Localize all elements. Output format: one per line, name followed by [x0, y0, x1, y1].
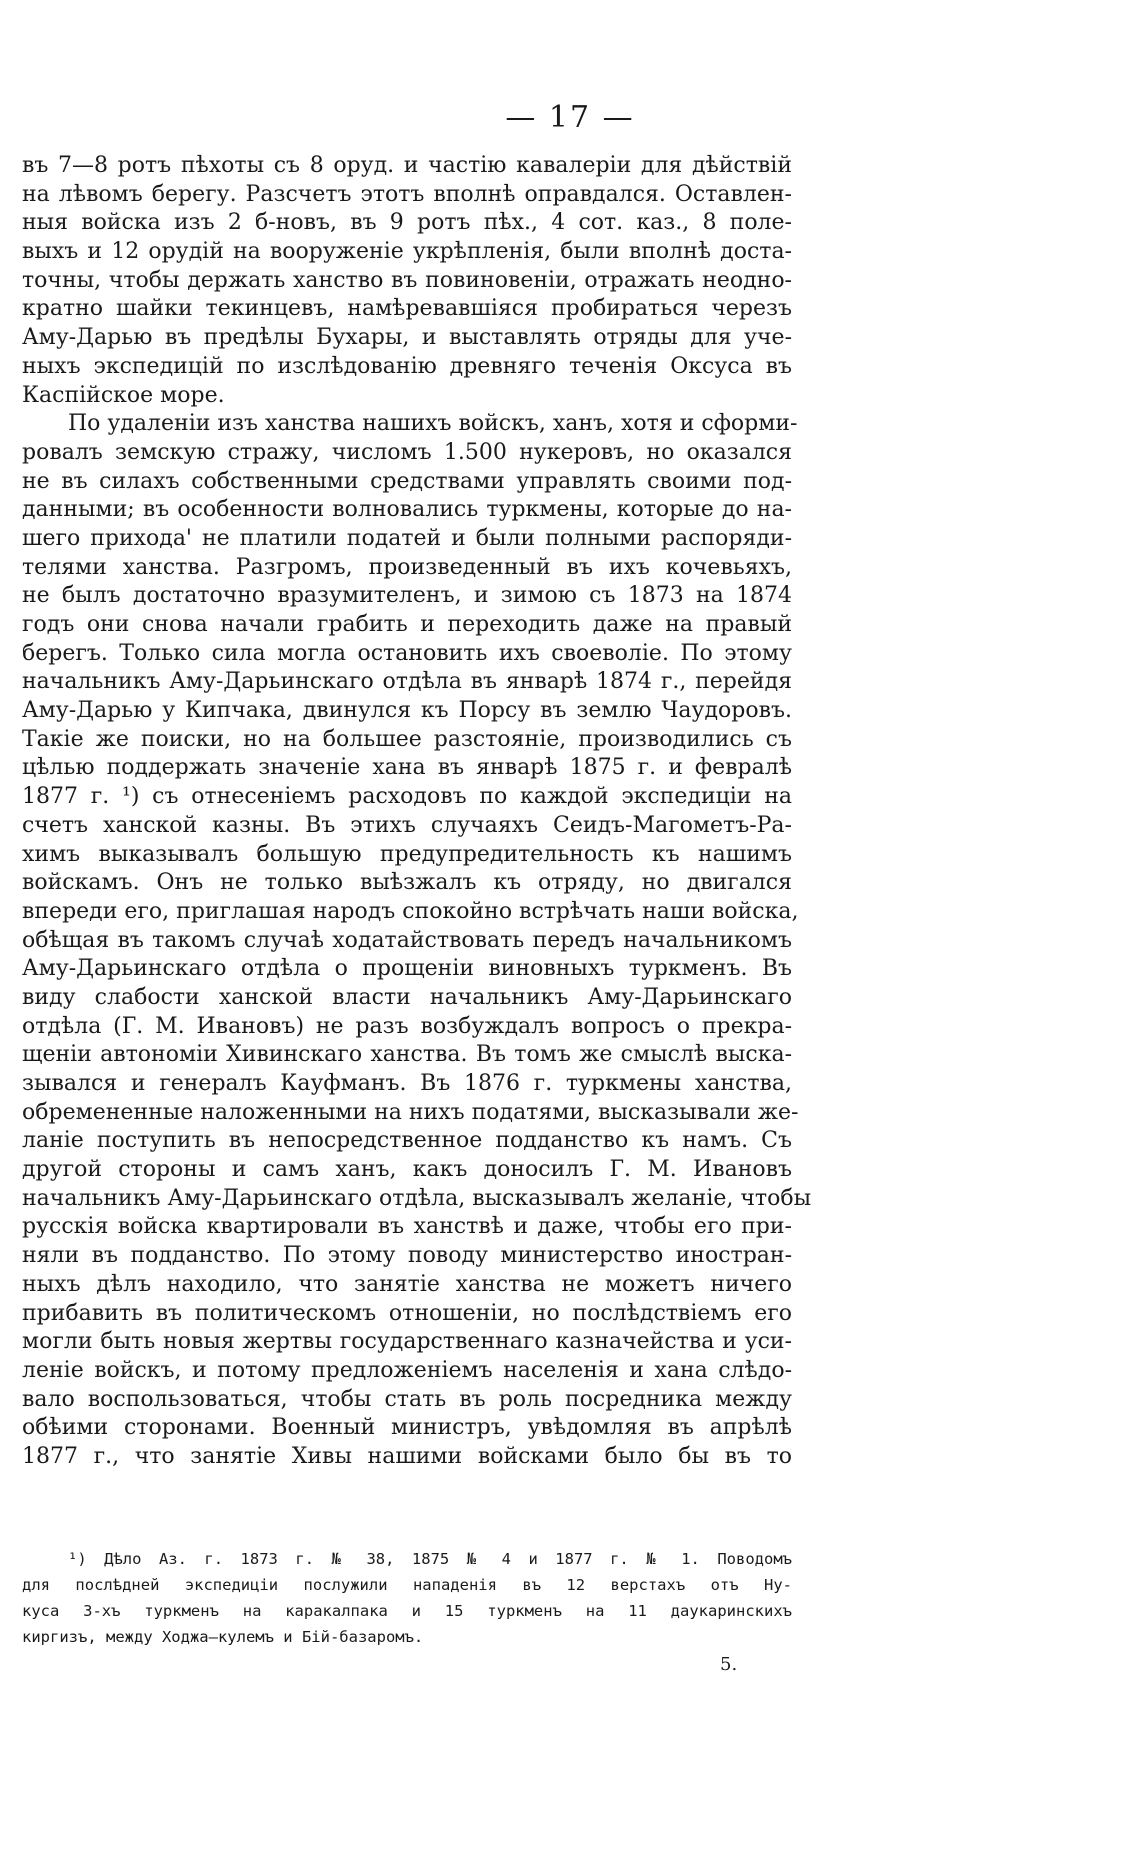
footnotes: [22, 1546, 792, 1650]
text-line: выхъ и 12 орудій на вооруженіе укрѣпленія, были вполнѣ доста-: [22, 239, 792, 265]
text-line: телями ханства. Разгромъ, произведенный въ ихъ кочевьяхъ,: [22, 554, 792, 580]
footnote-line: куса 3-хъ туркменъ на каракалпака и 15 туркменъ на 11 даукаринскихъ: [22, 1602, 792, 1620]
text-line: обѣими сторонами. Военный министръ, увѣдомляя въ апрѣлѣ: [22, 1415, 792, 1441]
text-line: Аму-Дарьинскаго отдѣла о прощеніи виновныхъ туркменъ. Въ: [22, 956, 792, 982]
footnote-line: ¹) Дѣло Аз. г. 1873 г. № 38, 1875 № 4 и 1877 г. № 1. Поводомъ: [68, 1550, 792, 1568]
text-line: счетъ ханской казны. Въ этихъ случаяхъ Сеидъ-Магометъ-Ра-: [22, 812, 792, 838]
text-line: шего прихода' не платили податей и были полными распоряди-: [22, 525, 792, 551]
text-line: отдѣла (Г. М. Ивановъ) не разъ возбуждалъ вопросъ о прекра-: [22, 1013, 792, 1039]
signature-mark: 5.: [720, 1654, 738, 1675]
text-line: ровалъ земскую стражу, числомъ 1.500 нукеровъ, но оказался: [22, 439, 792, 465]
text-line: берегъ. Только сила могла остановить ихъ своеволіе. По этому: [22, 640, 792, 666]
text-line: Каспійское море.: [22, 382, 225, 408]
footnote-line: для послѣдней экспедиціи послужили нападенія въ 12 верстахъ отъ Ну-: [22, 1576, 792, 1594]
footnote-line: киргизъ, между Ходжа—кулемъ и Бій-базаромъ.: [22, 1628, 424, 1646]
text-line: няли въ подданство. По этому поводу министерство иностран-: [22, 1243, 792, 1269]
text-line: ныхъ экспедицій по изслѣдованію древняго теченія Оксуса въ: [22, 353, 792, 379]
text-line: впереди его, приглашая народъ спокойно встрѣчать наши войска,: [22, 898, 799, 924]
text-line: зывался и генералъ Кауфманъ. Въ 1876 г. туркмены ханства,: [22, 1071, 792, 1096]
text-line: цѣлью поддержать значеніе хана въ январѣ 1875 г. и февралѣ: [22, 755, 792, 781]
text-line: точны, чтобы держать ханство въ повиновеніи, отражать неодно-: [22, 267, 792, 293]
text-line: 1877 г., что занятіе Хивы нашими войсками было бы въ то: [22, 1443, 792, 1469]
text-line: щеніи автономіи Хивинскаго ханства. Въ томъ же смыслѣ выска-: [22, 1042, 792, 1068]
text-line: прибавить въ политическомъ отношеніи, но послѣдствіемъ его: [22, 1300, 792, 1326]
text-line: могли быть новыя жертвы государственнаго казначейства и уси-: [22, 1329, 792, 1355]
text-line: на лѣвомъ берегу. Разсчетъ этотъ вполнѣ оправдался. Оставлен-: [22, 181, 792, 207]
text-line: начальникъ Аму-Дарьинскаго отдѣла, высказывалъ желаніе, чтобы: [22, 1185, 812, 1211]
text-line: ныхъ дѣлъ находило, что занятіе ханства не можетъ ничего: [22, 1271, 792, 1297]
text-line: не въ силахъ собственными средствами управлять своими под-: [22, 468, 792, 494]
text-line: обремененные наложенными на нихъ податями, высказывали же-: [22, 1099, 799, 1125]
text-line: годъ они снова начали грабить и переходить даже на правый: [22, 612, 792, 637]
text-line: Аму-Дарью въ предѣлы Бухары, и выставлять отряды для уче-: [22, 325, 792, 351]
text-line: не былъ достаточно вразумителенъ, и зимою съ 1873 на 1874: [22, 583, 792, 609]
text-line: 1877 г. ¹) съ отнесеніемъ расходовъ по каждой экспедиціи на: [22, 784, 792, 810]
text-line: Аму-Дарью у Кипчака, двинулся къ Порсу въ землю Чаудоровъ.: [22, 698, 792, 724]
text-line: другой стороны и самъ ханъ, какъ доносилъ Г. М. Ивановъ: [22, 1157, 792, 1183]
text-line: войскамъ. Онъ не только выѣзжалъ къ отряду, но двигался: [22, 870, 792, 896]
text-line: кратно шайки текинцевъ, намѣревавшіяся пробираться черезъ: [22, 296, 792, 322]
main-text: [22, 152, 812, 1472]
text-line: вало воспользоваться, чтобы стать въ роль посредника между: [22, 1386, 792, 1412]
text-line: По удаленіи изъ ханства нашихъ войскъ, ханъ, хотя и сформи-: [68, 411, 798, 437]
text-line: ныя войска изъ 2 б-новъ, въ 9 ротъ пѣх., 4 сот. каз., 8 поле-: [22, 210, 792, 236]
text-line: въ 7—8 ротъ пѣхоты съ 8 оруд. и частію кавалеріи для дѣйствій: [22, 153, 792, 178]
text-line: данными; въ особенности волновались туркмены, которые до на-: [22, 497, 792, 523]
text-line: начальникъ Аму-Дарьинскаго отдѣла въ январѣ 1874 г., перейдя: [22, 669, 792, 695]
text-line: химъ выказывалъ большую предупредительность къ нашимъ: [22, 841, 792, 867]
text-line: леніе войскъ, и потому предложеніемъ населенія и хана слѣдо-: [22, 1357, 792, 1383]
page-number: — 17 —: [505, 100, 635, 135]
text-line: обѣщая въ такомъ случаѣ ходатайствовать передъ начальникомъ: [22, 927, 792, 953]
text-line: русскія войска квартировали въ ханствѣ и даже, чтобы его при-: [22, 1214, 792, 1240]
text-line: Такіе же поиски, но на большее разстояніе, производились съ: [22, 726, 792, 752]
text-line: виду слабости ханской власти начальникъ Аму-Дарьинскаго: [22, 984, 792, 1010]
text-line: ланіе поступить въ непосредственное подданство къ намъ. Съ: [22, 1128, 792, 1154]
